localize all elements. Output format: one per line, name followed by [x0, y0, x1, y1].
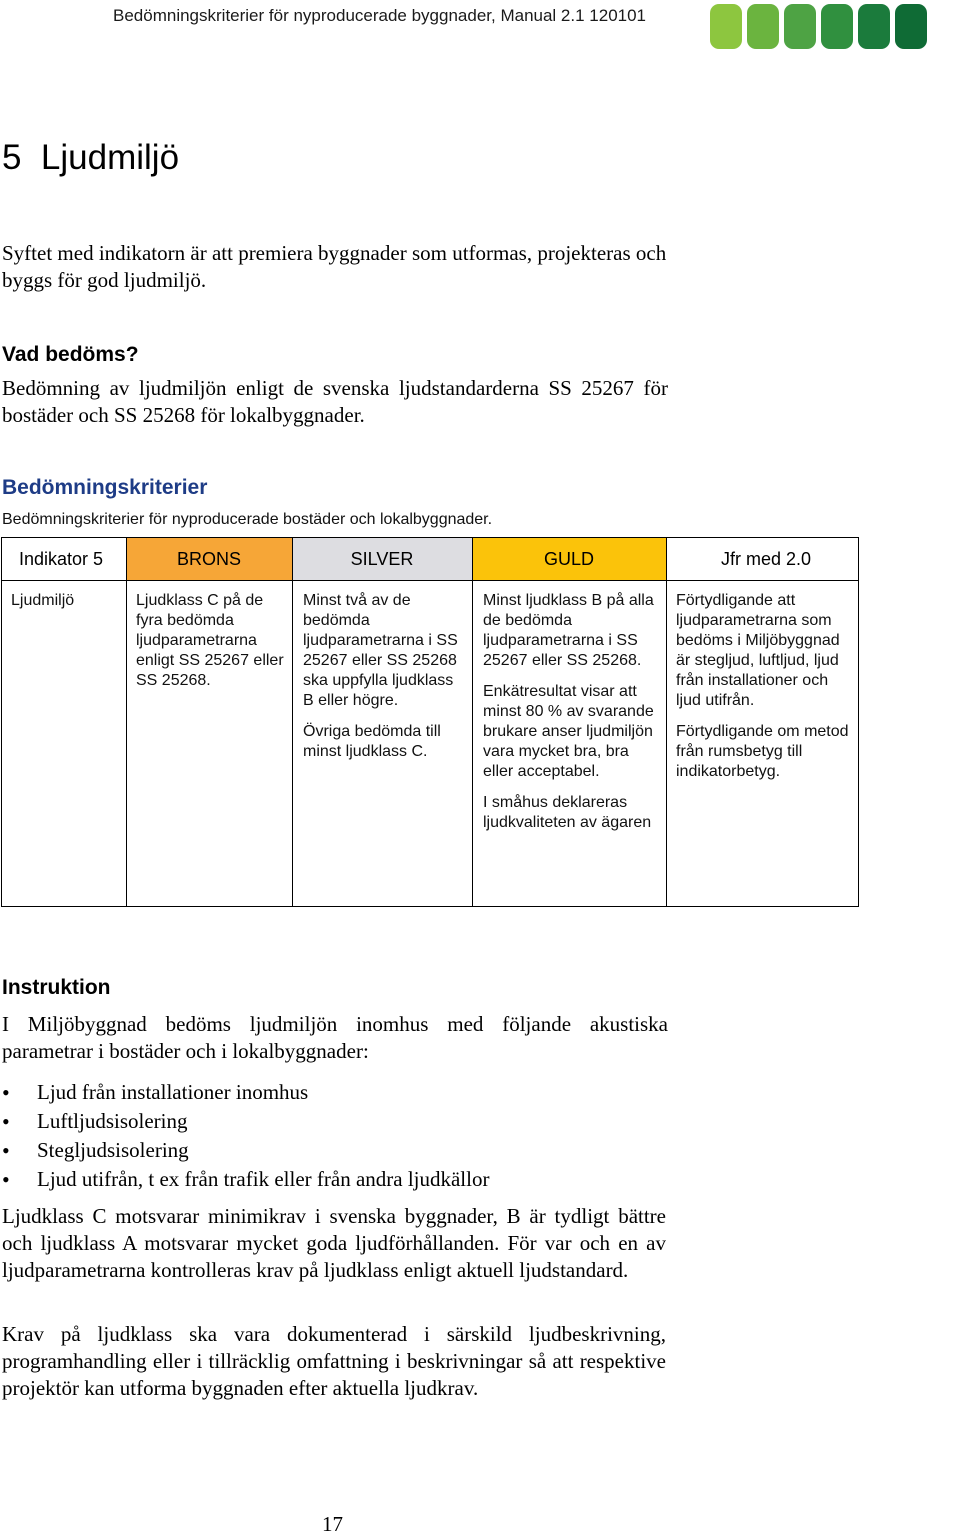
list-item: • Stegljudsisolering: [2, 1136, 489, 1165]
documentation-paragraph: Krav på ljudklass ska vara dokumenterad i särskild ljudbeskrivning, programhandling eller i tillräcklig omfattning i beskrivningar så att respektive projektör kan utforma byggnaden efter aktuella ljudkrav.: [2, 1322, 666, 1400]
cell-jfr-paragraph: Förtydligande att ljudparametrarna som bedöms i Miljöbyggnad är stegljud, luftljud, ljud från installationer och ljud utifrån.: [676, 592, 840, 709]
cell-silver: [303, 591, 467, 773]
parameter-list: [2, 1078, 489, 1194]
sound-class-paragraph: Ljudklass C motsvarar minimikrav i svenska byggnader, B är tydligt bättre och ljudklass A motsvarar mycket goda ljudförhållanden. För var och en av ljudparametrarna kontrolleras krav på ljudklass enligt aktuell ljudstandard.: [2, 1204, 666, 1282]
logo-block: [710, 4, 742, 49]
column-divider: [472, 538, 473, 906]
what-is-assessed-heading: Vad bedöms?: [2, 343, 139, 366]
cell-guld-paragraph: I småhus deklareras ljudkvaliteten av ägaren: [483, 794, 652, 831]
list-item: • Luftljudsisolering: [2, 1107, 489, 1136]
cell-jfr: [676, 591, 854, 793]
list-item: • Ljud från installationer inomhus: [2, 1078, 489, 1107]
header-indicator: Indikator 5: [19, 548, 104, 569]
header-guld: GULD: [472, 538, 666, 580]
header-silver: SILVER: [292, 538, 472, 580]
header-brons: BRONS: [126, 538, 292, 580]
section-heading: 5 Ljudmiljö: [2, 138, 180, 177]
logo-block: [747, 4, 779, 49]
column-divider: [126, 538, 127, 906]
list-item: • Ljud utifrån, t ex från trafik eller från andra ljudkällor: [2, 1165, 489, 1194]
cell-brons-paragraph: Ljudklass C på de fyra bedömda ljudparametrarna enligt SS 25267 eller SS 25268.: [136, 592, 284, 689]
header-jfr: Jfr med 2.0: [720, 548, 811, 569]
running-header: Bedömningskriterier för nyproducerade byggnader, Manual 2.1 120101: [113, 6, 647, 25]
cell-guld-paragraph: Enkätresultat visar att minst 80 % av svarande brukare anser ljudmiljön vara mycket bra, bra eller acceptabel.: [483, 683, 654, 780]
page-number: 17: [322, 1512, 343, 1536]
logo-block: [821, 4, 853, 49]
intro-paragraph: Syftet med indikatorn är att premiera byggnader som utformas, projekteras och byggs för god ljudmiljö.: [2, 241, 667, 292]
column-divider: [666, 538, 667, 906]
criteria-table: [1, 537, 859, 907]
cell-silver-paragraph: Minst två av de bedömda ljudparametrarna i SS 25267 eller SS 25268 ska uppfylla ljudklass B eller högre.: [303, 592, 458, 709]
criteria-heading: Bedömningskriterier: [2, 476, 208, 499]
cell-brons: [136, 591, 284, 702]
cell-silver-paragraph: Övriga bedömda till minst ljudklass C.: [303, 723, 441, 760]
instruction-heading: Instruktion: [2, 976, 111, 999]
column-divider: [292, 538, 293, 906]
criteria-subheading: Bedömningskriterier för nyproducerade bostäder och lokalbyggnader.: [2, 511, 493, 528]
cell-guld: [483, 591, 659, 844]
logo-block: [895, 4, 927, 49]
logo-block: [858, 4, 890, 49]
cell-guld-paragraph: Minst ljudklass B på alla de bedömda ljudparametrarna i SS 25267 eller SS 25268.: [483, 592, 654, 669]
miljobyggnad-logo: [710, 4, 927, 49]
header-divider: [2, 580, 858, 581]
logo-block: [784, 4, 816, 49]
cell-jfr-paragraph: Förtydligande om metod från rumsbetyg till indikatorbetyg.: [676, 723, 849, 780]
instruction-text: I Miljöbyggnad bedöms ljudmiljön inomhus med följande akustiska parametrar i bostäder och i lokalbyggnader:: [2, 1012, 668, 1063]
row-label: Ljudmiljö: [11, 592, 75, 609]
what-is-assessed-text: Bedömning av ljudmiljön enligt de svenska ljudstandarderna SS 25267 för bostäder och SS 25268 för lokalbyggnader.: [2, 376, 668, 427]
